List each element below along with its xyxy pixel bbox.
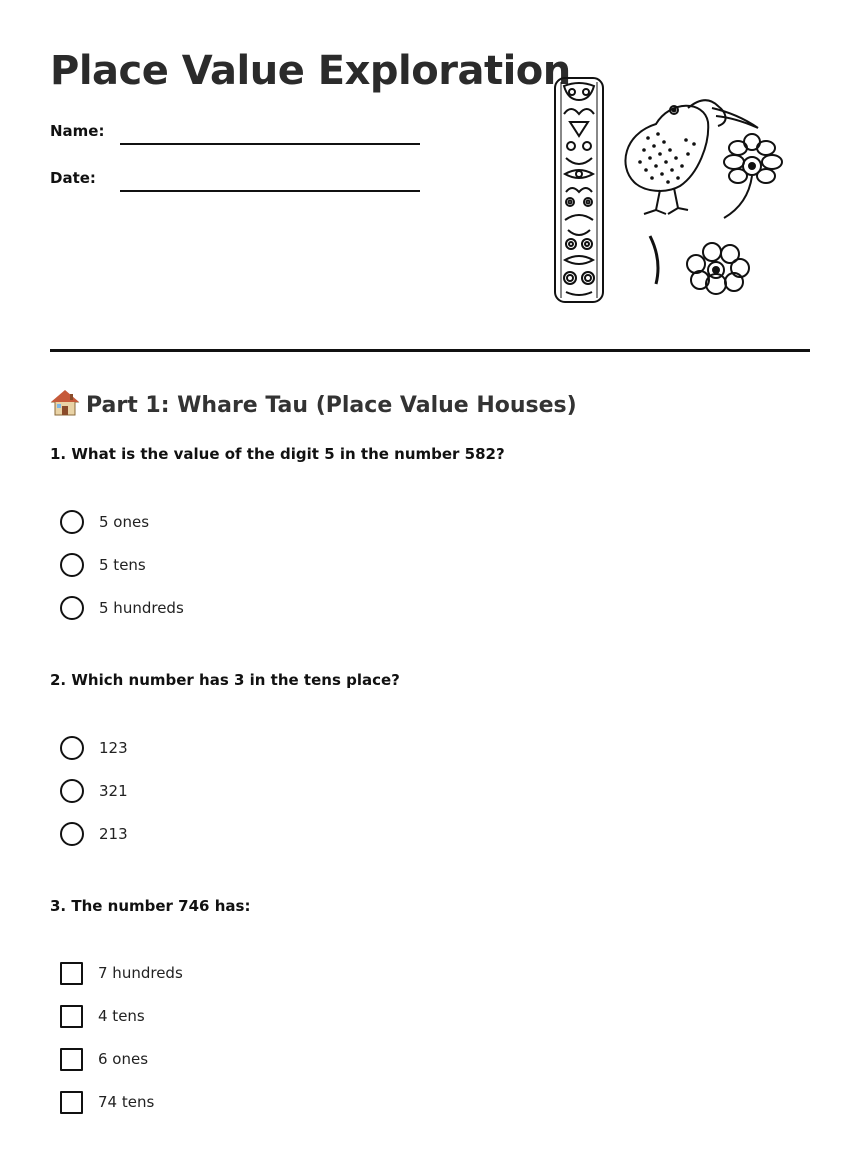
checkbox[interactable]: [60, 1091, 83, 1114]
leaf-icon: [650, 236, 658, 284]
house-icon: [50, 388, 80, 418]
checkbox[interactable]: [60, 962, 83, 985]
radio-button[interactable]: [60, 553, 84, 577]
option-label: 5 tens: [99, 556, 146, 574]
section-title-text: Part 1: Whare Tau (Place Value Houses): [86, 393, 577, 418]
q3-option-3[interactable]: [60, 1046, 148, 1072]
q2-option-2[interactable]: [60, 778, 128, 804]
checkbox[interactable]: [60, 1048, 83, 1071]
section-title-part1: [50, 388, 577, 418]
option-label: 6 ones: [98, 1050, 149, 1068]
q1-option-3[interactable]: [60, 595, 184, 621]
section-divider: [50, 349, 810, 352]
question-1: 1. What is the value of the digit 5 in the number 582?: [50, 445, 505, 463]
header-illustration: [548, 74, 788, 306]
q2-option-1[interactable]: [60, 735, 128, 761]
date-field[interactable]: [120, 190, 420, 192]
radio-button[interactable]: [60, 510, 84, 534]
option-label: 7 hundreds: [98, 964, 183, 982]
option-label: 74 tens: [98, 1093, 155, 1111]
page-title: Place Value Exploration: [50, 48, 571, 94]
q3-option-4[interactable]: [60, 1089, 154, 1115]
kiwi-bird-icon: [625, 100, 758, 214]
flower-icon: [724, 134, 782, 218]
q3-option-2[interactable]: [60, 1003, 145, 1029]
option-label: 123: [99, 739, 128, 757]
name-field[interactable]: [120, 143, 420, 145]
q1-option-2[interactable]: [60, 552, 146, 578]
q1-option-1[interactable]: [60, 509, 149, 535]
option-label: 5 hundreds: [99, 599, 184, 617]
name-label: Name:: [50, 122, 105, 140]
date-label: Date:: [50, 169, 96, 187]
carved-pou-icon: [555, 78, 603, 302]
question-3: 3. The number 746 has:: [50, 897, 251, 915]
radio-button[interactable]: [60, 736, 84, 760]
checkbox[interactable]: [60, 1005, 83, 1028]
radio-button[interactable]: [60, 596, 84, 620]
radio-button[interactable]: [60, 779, 84, 803]
option-label: 213: [99, 825, 128, 843]
q3-option-1[interactable]: [60, 960, 183, 986]
option-label: 4 tens: [98, 1007, 145, 1025]
option-label: 5 ones: [99, 513, 150, 531]
option-label: 321: [99, 782, 128, 800]
berry-cluster-icon: [687, 243, 749, 294]
question-2: 2. Which number has 3 in the tens place?: [50, 671, 400, 689]
radio-button[interactable]: [60, 822, 84, 846]
q2-option-3[interactable]: [60, 821, 128, 847]
